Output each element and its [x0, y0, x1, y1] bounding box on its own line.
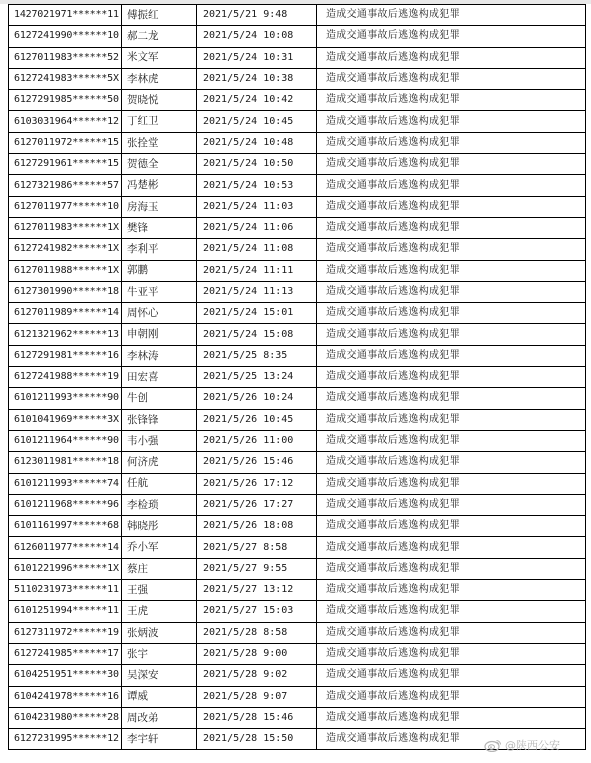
id-number-cell: 6101161997******68 — [9, 516, 122, 537]
offense-cell: 造成交通事故后逃逸构成犯罪 — [317, 452, 586, 473]
offense-cell: 造成交通事故后逃逸构成犯罪 — [317, 68, 586, 89]
name-cell: 田宏喜 — [122, 367, 197, 388]
offense-cell: 造成交通事故后逃逸构成犯罪 — [317, 132, 586, 153]
name-cell: 李检琐 — [122, 494, 197, 515]
name-cell: 吴深安 — [122, 665, 197, 686]
id-number-cell: 6127011972******15 — [9, 132, 122, 153]
id-number-cell: 6104231980******28 — [9, 707, 122, 728]
time-cell: 2021/5/28 9:07 — [197, 686, 317, 707]
id-number-cell: 6104251951******30 — [9, 665, 122, 686]
table-row — [9, 494, 586, 515]
name-cell: 何济虎 — [122, 452, 197, 473]
name-cell: 韦小强 — [122, 430, 197, 451]
name-cell: 李利平 — [122, 239, 197, 260]
table-row — [9, 452, 586, 473]
id-number-cell: 6103031964******12 — [9, 111, 122, 132]
id-number-cell: 6127011983******1X — [9, 217, 122, 238]
name-cell: 王强 — [122, 580, 197, 601]
id-number-cell: 6127011988******1X — [9, 260, 122, 281]
time-cell: 2021/5/27 15:03 — [197, 601, 317, 622]
id-number-cell: 6127291985******50 — [9, 90, 122, 111]
time-cell: 2021/5/28 15:50 — [197, 729, 317, 750]
name-cell: 张炳波 — [122, 622, 197, 643]
offense-cell: 造成交通事故后逃逸构成犯罪 — [317, 686, 586, 707]
table-row — [9, 409, 586, 430]
name-cell: 贺晓悦 — [122, 90, 197, 111]
weibo-logo-icon — [484, 738, 502, 752]
offense-cell: 造成交通事故后逃逸构成犯罪 — [317, 537, 586, 558]
name-cell: 郭鹏 — [122, 260, 197, 281]
table-row — [9, 367, 586, 388]
watermark-text: @陕西公安 — [505, 739, 560, 752]
offense-cell: 造成交通事故后逃逸构成犯罪 — [317, 665, 586, 686]
time-cell: 2021/5/27 9:55 — [197, 558, 317, 579]
name-cell: 李林涛 — [122, 345, 197, 366]
table-row — [9, 622, 586, 643]
time-cell: 2021/5/24 11:06 — [197, 217, 317, 238]
time-cell: 2021/5/27 13:12 — [197, 580, 317, 601]
weibo-watermark — [484, 737, 560, 753]
time-cell: 2021/5/24 10:48 — [197, 132, 317, 153]
table-row — [9, 47, 586, 68]
id-number-cell: 6101041969******3X — [9, 409, 122, 430]
table-row — [9, 196, 586, 217]
offense-cell: 造成交通事故后逃逸构成犯罪 — [317, 516, 586, 537]
table-row — [9, 537, 586, 558]
table-row — [9, 324, 586, 345]
id-number-cell: 6101221996******1X — [9, 558, 122, 579]
id-number-cell: 6127241990******10 — [9, 26, 122, 47]
time-cell: 2021/5/26 10:24 — [197, 388, 317, 409]
id-number-cell: 6104241978******16 — [9, 686, 122, 707]
table-row — [9, 643, 586, 664]
time-cell: 2021/5/24 11:08 — [197, 239, 317, 260]
table-row — [9, 686, 586, 707]
time-cell: 2021/5/26 18:08 — [197, 516, 317, 537]
table-row — [9, 5, 586, 26]
id-number-cell: 6127011983******52 — [9, 47, 122, 68]
name-cell: 韩晓彤 — [122, 516, 197, 537]
time-cell: 2021/5/24 10:45 — [197, 111, 317, 132]
name-cell: 樊锋 — [122, 217, 197, 238]
id-number-cell: 6101211964******90 — [9, 430, 122, 451]
offense-cell: 造成交通事故后逃逸构成犯罪 — [317, 580, 586, 601]
table-row — [9, 111, 586, 132]
table-row — [9, 90, 586, 111]
id-number-cell: 6101211993******90 — [9, 388, 122, 409]
time-cell: 2021/5/26 15:46 — [197, 452, 317, 473]
id-number-cell: 5110231973******11 — [9, 580, 122, 601]
id-number-cell: 6101211993******74 — [9, 473, 122, 494]
table-row — [9, 260, 586, 281]
name-cell: 房海玉 — [122, 196, 197, 217]
offense-cell: 造成交通事故后逃逸构成犯罪 — [317, 473, 586, 494]
name-cell: 丁红卫 — [122, 111, 197, 132]
offense-cell: 造成交通事故后逃逸构成犯罪 — [317, 175, 586, 196]
time-cell: 2021/5/24 11:03 — [197, 196, 317, 217]
offense-cell: 造成交通事故后逃逸构成犯罪 — [317, 601, 586, 622]
name-cell: 牛亚平 — [122, 281, 197, 302]
time-cell: 2021/5/24 10:50 — [197, 154, 317, 175]
offense-cell: 造成交通事故后逃逸构成犯罪 — [317, 154, 586, 175]
time-cell: 2021/5/24 10:42 — [197, 90, 317, 111]
id-number-cell: 6101211968******96 — [9, 494, 122, 515]
name-cell: 蔡庄 — [122, 558, 197, 579]
offense-cell: 造成交通事故后逃逸构成犯罪 — [317, 260, 586, 281]
name-cell: 冯楚彬 — [122, 175, 197, 196]
offense-cell: 造成交通事故后逃逸构成犯罪 — [317, 239, 586, 260]
time-cell: 2021/5/26 17:12 — [197, 473, 317, 494]
time-cell: 2021/5/26 10:45 — [197, 409, 317, 430]
table-row — [9, 388, 586, 409]
name-cell: 周改弟 — [122, 707, 197, 728]
table-row — [9, 473, 586, 494]
name-cell: 米文军 — [122, 47, 197, 68]
name-cell: 任航 — [122, 473, 197, 494]
offense-cell: 造成交通事故后逃逸构成犯罪 — [317, 367, 586, 388]
id-number-cell: 6126011977******14 — [9, 537, 122, 558]
table-row — [9, 217, 586, 238]
id-number-cell: 6127241985******17 — [9, 643, 122, 664]
table-row — [9, 154, 586, 175]
offense-cell: 造成交通事故后逃逸构成犯罪 — [317, 729, 586, 750]
offense-cell: 造成交通事故后逃逸构成犯罪 — [317, 643, 586, 664]
id-number-cell: 6127011977******10 — [9, 196, 122, 217]
name-cell: 李宇轩 — [122, 729, 197, 750]
offense-cell: 造成交通事故后逃逸构成犯罪 — [317, 388, 586, 409]
time-cell: 2021/5/24 10:31 — [197, 47, 317, 68]
id-number-cell: 6127321986******57 — [9, 175, 122, 196]
table-row — [9, 303, 586, 324]
time-cell: 2021/5/24 11:13 — [197, 281, 317, 302]
time-cell: 2021/5/24 10:38 — [197, 68, 317, 89]
table-row — [9, 580, 586, 601]
name-cell: 王虎 — [122, 601, 197, 622]
id-number-cell: 6101251994******11 — [9, 601, 122, 622]
offense-cell: 造成交通事故后逃逸构成犯罪 — [317, 430, 586, 451]
table-row — [9, 239, 586, 260]
time-cell: 2021/5/24 11:11 — [197, 260, 317, 281]
time-cell: 2021/5/27 8:58 — [197, 537, 317, 558]
id-number-cell: 1427021971******11 — [9, 5, 122, 26]
id-number-cell: 6127311972******19 — [9, 622, 122, 643]
table-row — [9, 601, 586, 622]
table-row — [9, 132, 586, 153]
time-cell: 2021/5/24 15:08 — [197, 324, 317, 345]
offense-cell: 造成交通事故后逃逸构成犯罪 — [317, 324, 586, 345]
time-cell: 2021/5/28 9:02 — [197, 665, 317, 686]
table-row — [9, 516, 586, 537]
id-number-cell: 6127241988******19 — [9, 367, 122, 388]
offense-cell: 造成交通事故后逃逸构成犯罪 — [317, 111, 586, 132]
id-number-cell: 6127011989******14 — [9, 303, 122, 324]
id-number-cell: 6127241982******1X — [9, 239, 122, 260]
offense-cell: 造成交通事故后逃逸构成犯罪 — [317, 345, 586, 366]
table-row — [9, 430, 586, 451]
name-cell: 谭威 — [122, 686, 197, 707]
time-cell: 2021/5/24 10:08 — [197, 26, 317, 47]
offense-cell: 造成交通事故后逃逸构成犯罪 — [317, 47, 586, 68]
offense-cell: 造成交通事故后逃逸构成犯罪 — [317, 217, 586, 238]
time-cell: 2021/5/28 15:46 — [197, 707, 317, 728]
name-cell: 傅振红 — [122, 5, 197, 26]
id-number-cell: 6127231995******12 — [9, 729, 122, 750]
id-number-cell: 6127301990******18 — [9, 281, 122, 302]
time-cell: 2021/5/26 17:27 — [197, 494, 317, 515]
table-row — [9, 707, 586, 728]
time-cell: 2021/5/28 9:00 — [197, 643, 317, 664]
table-row — [9, 175, 586, 196]
offense-cell: 造成交通事故后逃逸构成犯罪 — [317, 494, 586, 515]
table-row — [9, 281, 586, 302]
id-number-cell: 6121321962******13 — [9, 324, 122, 345]
name-cell: 张锋锋 — [122, 409, 197, 430]
offense-cell: 造成交通事故后逃逸构成犯罪 — [317, 196, 586, 217]
name-cell: 李林虎 — [122, 68, 197, 89]
name-cell: 周怀心 — [122, 303, 197, 324]
time-cell: 2021/5/25 13:24 — [197, 367, 317, 388]
id-number-cell: 6123011981******18 — [9, 452, 122, 473]
name-cell: 张宇 — [122, 643, 197, 664]
table-row — [9, 26, 586, 47]
id-number-cell: 6127241983******5X — [9, 68, 122, 89]
offense-cell: 造成交通事故后逃逸构成犯罪 — [317, 5, 586, 26]
time-cell: 2021/5/26 11:00 — [197, 430, 317, 451]
offense-cell: 造成交通事故后逃逸构成犯罪 — [317, 303, 586, 324]
table-row — [9, 68, 586, 89]
table-row — [9, 558, 586, 579]
time-cell: 2021/5/21 9:48 — [197, 5, 317, 26]
name-cell: 贺德全 — [122, 154, 197, 175]
time-cell: 2021/5/25 8:35 — [197, 345, 317, 366]
name-cell: 申朝刚 — [122, 324, 197, 345]
time-cell: 2021/5/24 10:53 — [197, 175, 317, 196]
offense-cell: 造成交通事故后逃逸构成犯罪 — [317, 622, 586, 643]
name-cell: 张拴堂 — [122, 132, 197, 153]
offense-cell: 造成交通事故后逃逸构成犯罪 — [317, 558, 586, 579]
offense-cell: 造成交通事故后逃逸构成犯罪 — [317, 281, 586, 302]
time-cell: 2021/5/28 8:58 — [197, 622, 317, 643]
table-row — [9, 665, 586, 686]
offender-records-table — [8, 4, 586, 750]
name-cell: 牛创 — [122, 388, 197, 409]
offense-cell: 造成交通事故后逃逸构成犯罪 — [317, 90, 586, 111]
offense-cell: 造成交通事故后逃逸构成犯罪 — [317, 707, 586, 728]
offense-cell: 造成交通事故后逃逸构成犯罪 — [317, 26, 586, 47]
id-number-cell: 6127291981******16 — [9, 345, 122, 366]
name-cell: 乔小军 — [122, 537, 197, 558]
time-cell: 2021/5/24 15:01 — [197, 303, 317, 324]
id-number-cell: 6127291961******15 — [9, 154, 122, 175]
name-cell: 郝二龙 — [122, 26, 197, 47]
records-table-body — [9, 5, 586, 750]
table-row — [9, 345, 586, 366]
offense-cell: 造成交通事故后逃逸构成犯罪 — [317, 409, 586, 430]
